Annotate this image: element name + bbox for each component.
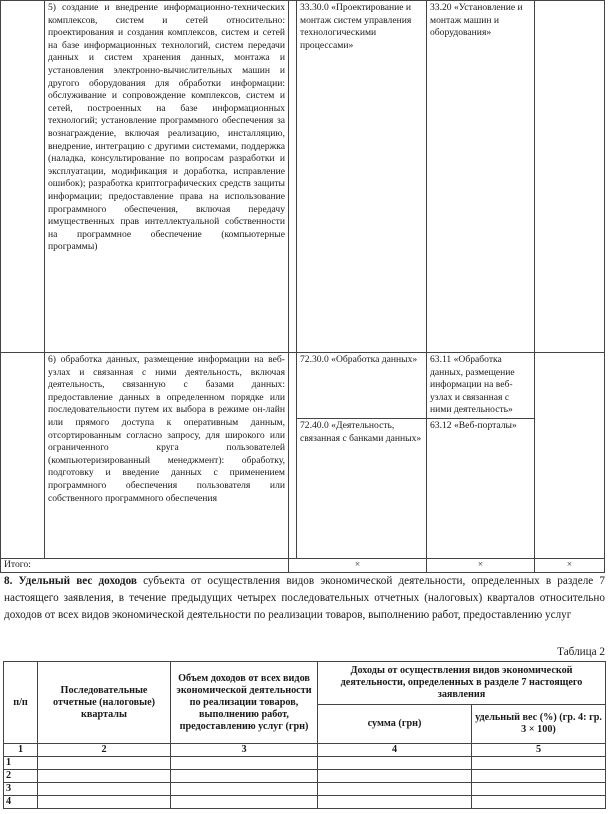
- row-number: 1: [4, 757, 38, 770]
- activity-5-cell: [45, 1, 289, 353]
- section-8-paragraph: [4, 573, 605, 624]
- header-share: удельный вес (%) (гр. 4: гр. 3 × 100): [472, 705, 606, 744]
- row-number: 2: [4, 770, 38, 783]
- x-mark: ×: [354, 559, 361, 570]
- old-codes-cell: [297, 353, 427, 559]
- activity-5-text: 5) создание и внедрение информационно-технических комплексов, систем и сетей относительно: проектирования и создания комплексов, систем и сетей на базе информационных технологий, систем передачи данных и систем хранения данных, монтажа и установления электронно-вычислительных машин и другого оборудования для обработки информации: обслуживание и сопровождение комплексов, систем и сетей, построенных на базе информационных технологий; установление программного обеспечения за вознаграждение, включая реализацию, инсталляцию, внедрение, интеграцию с другими системами, поддержка (наладка, консультирование по вопросам разработки и эксплуатации, модификация и доработка, исправление ошибок); разработка криптографических средств защиты информации; предоставление права на использование программного обеспечения, включая передачу имущественных прав интеллектуальной собственности на программное обеспечение (компьютерные программы): [48, 2, 285, 253]
- col-number-2: 2: [38, 744, 171, 757]
- table-row: [4, 770, 606, 783]
- table-row: [1, 353, 605, 559]
- table-row: [4, 783, 606, 796]
- row-number: 3: [4, 783, 38, 796]
- table-2-caption: Таблица 2: [557, 646, 605, 658]
- header-total-income: Объем доходов от всех видов экономической деятельности по реализации товаров, выполнению работ, предоставлению услуг (грн): [171, 662, 318, 744]
- table-row: [4, 744, 606, 757]
- header-sum: сумма (грн): [318, 705, 472, 744]
- table-row: [1, 1, 605, 353]
- col-number-4: 4: [318, 744, 472, 757]
- header-section7-income: Доходы от осуществления видов экономической деятельности, определенных в разделе 7 настоящего заявления: [318, 662, 606, 705]
- x-mark: ×: [566, 559, 573, 570]
- col-number-1: 1: [4, 744, 38, 757]
- old-code-33-30: 33.30.0 «Проектирование и монтаж систем управления технологическими процессами»: [300, 2, 412, 51]
- total-row: [1, 559, 605, 573]
- new-code-63-11: 63.11 «Обработка данных, размещение информации на веб-узлах и связанная с ними деятельность»: [427, 353, 534, 419]
- income-share-table: [3, 661, 606, 809]
- col-number-3: 3: [171, 744, 318, 757]
- activity-6-text: 6) обработка данных, размещение информации на веб-узлах и связанная с ними деятельность, включая деятельность, связанную с базами данных: предоставление данных в определенном порядке или последовательности путем их выбора в режиме он-лайн или прямого доступа к оперативным данным, отсортированным согласно запросу, для широкого или ограниченного круга пользователей (компьютеризированный менеджмент): обработку, подготовку и введение данных с применением программного обеспечения пользователя или собственного программного обеспечения: [48, 354, 285, 504]
- activity-6-cell: [45, 353, 289, 559]
- section-8-title: 8. Удельный вес доходов: [4, 575, 137, 587]
- table-row: [4, 796, 606, 809]
- table-row: [4, 662, 606, 705]
- old-code-cell: [297, 1, 427, 353]
- new-code-33-20: 33.20 «Установление и монтаж машин и оборудования»: [430, 2, 523, 39]
- old-code-72-40: 72.40.0 «Деятельность, связанная с банками данных»: [300, 420, 422, 444]
- col-number-5: 5: [472, 744, 606, 757]
- new-code-63-12: 63.12 «Веб-порталы»: [430, 420, 517, 431]
- header-quarters: Последовательные отчетные (налоговые) кварталы: [38, 662, 171, 744]
- new-code-cell: [427, 1, 535, 353]
- x-mark: ×: [477, 559, 484, 570]
- table-row: [4, 757, 606, 770]
- row-number: 4: [4, 796, 38, 809]
- header-num: п/п: [4, 662, 38, 744]
- old-code-72-30: 72.30.0 «Обработка данных»: [297, 353, 426, 419]
- section-8-text: субъекта от осуществления видов экономической деятельности, определенных в разделе 7 настоящего заявления, в течение предыдущих четырех последовательных отчетных (налоговых) кварталов относительно доходов от всех видов экономической деятельности по реализации товаров, выполнению работ, предоставлению услуг: [4, 575, 605, 621]
- total-label: Итого:: [4, 559, 31, 570]
- new-codes-cell: [427, 353, 535, 559]
